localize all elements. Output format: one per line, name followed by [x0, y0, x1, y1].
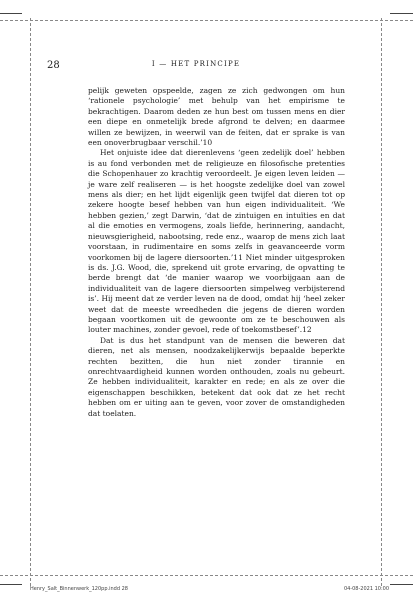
crop-mark-bottom-right	[390, 584, 413, 585]
paragraph: Dat is dus het standpunt van de mensen die beweren dat dieren, net als mensen, noodzakelijkerwijs bepaalde beperkte rechten bezitten, die hun niet zonder tirannie en onrechtvaardigheid kunnen worden onthouden, zoals nu gebeurt. Ze hebben individualiteit, karakter en rede; en als ze over die eigenschappen beschikken, betekent dat ook dat ze het recht hebben om er uiting aan te geven, voor zover de omstandigheden dat toelaten.	[88, 335, 345, 418]
page-number: 28	[47, 60, 60, 71]
print-slug	[30, 586, 389, 592]
crop-mark-bottom-left	[0, 584, 22, 585]
running-header	[47, 60, 345, 72]
crop-mark-top-left	[0, 13, 22, 14]
bottom-trim-guide	[0, 575, 413, 576]
right-trim-guide	[381, 18, 382, 586]
slug-filename: Henry_Salt_Binnenwerk_120pp.indd 28	[30, 586, 128, 592]
running-title: I — HET PRINCIPE	[151, 60, 241, 68]
crop-mark-top-right	[390, 13, 413, 14]
paragraph: pelijk geweten opspeelde, zagen ze zich gedwongen om hun ‘rationele psychologie’ met behulp van het empirisme te bekrachtigen. Daarom deden ze hun best om tussen mens en dier een diepe en onmetelijk brede afgrond te delven; en daarmee willen ze bewijzen, in weerwil van de feiten, dat er sprake is van een onoverbrugbaar verschil.’10	[88, 86, 345, 148]
body-text	[88, 86, 345, 419]
slug-timestamp: 04-08-2021 10:00	[343, 586, 389, 592]
left-trim-guide	[30, 18, 31, 586]
paragraph: Het onjuiste idee dat dierenlevens ‘geen zedelijk doel’ hebben is au fond verbonden met de religieuze en filosofische pretenties die Schopenhauer zo krachtig veroordeelt. Je eigen leven leiden — je ware zelf realiseren — is het hoogste zedelijke doel van zowel mens als dier; en het lijdt eigenlijk geen twijfel dat dieren tot op zekere hoogte besef hebben van hun eigen individualiteit. ‘We hebben gezien,’ zegt Darwin, ‘dat de zintuigen en intuïties en dat al die emoties en vermogens, zoals liefde, herinnering, aandacht, nieuwsgierigheid, nabootsing, rede enz., waarop de mens zich laat voorstaan, in rudimentaire en soms zelfs in geavanceerde vorm voorkomen bij de lagere diersoorten.’11 Niet minder uitgesproken is ds. J.G. Wood, die, sprekend uit grote ervaring, de opvatting te berde brengt dat ‘de manier waarop we voorbijgaan aan de individualiteit van de lagere diersoorten simpelweg verbijsterend is’. Hij meent dat ze verder leven na de dood, omdat hij ‘heel zeker weet dat de meeste wreedheden die jegens de dieren worden begaan voortkomen uit de gewoonte om ze te beschouwen als louter machines, zonder gevoel, rede of toekomstbesef’.12	[88, 148, 345, 335]
top-trim-guide	[0, 20, 413, 21]
